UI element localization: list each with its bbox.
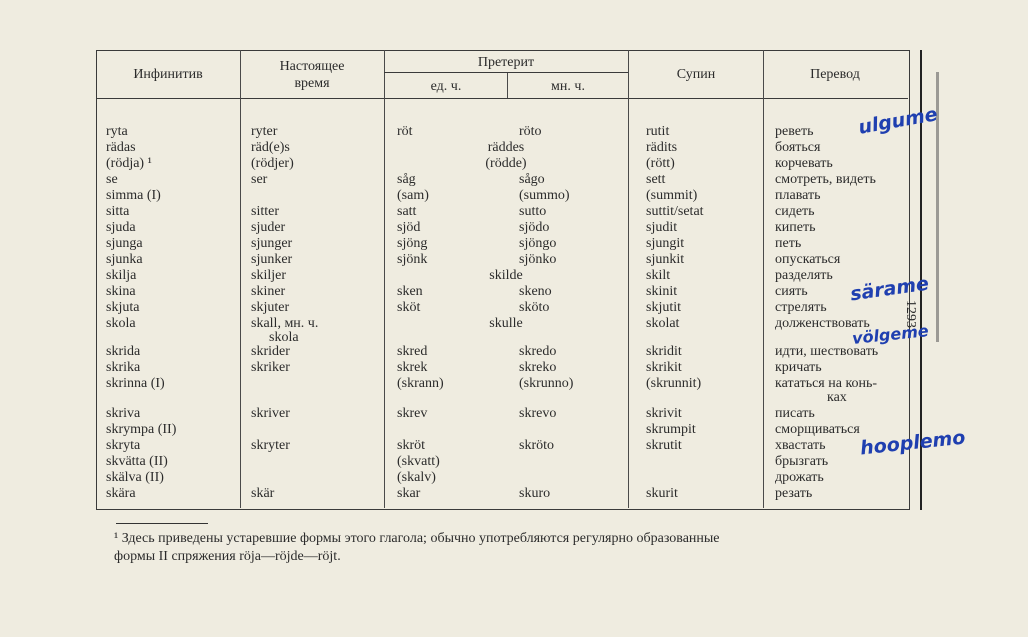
cell-preterite-singular: skrev [397,406,428,421]
cell-preterite-plural: (skrunno) [519,376,574,391]
cell-preterite-plural: skröto [519,438,554,453]
cell-present: skola [269,330,299,345]
cell-preterite-plural: sjönko [519,252,557,267]
cell-preterite-singular: röt [397,124,413,139]
cell-preterite-plural: skredo [519,344,557,359]
cell-preterite-singular: skrek [397,360,428,375]
cell-present: ryter [251,124,278,139]
cell-supine: sjungit [646,236,685,251]
column-divider [240,50,241,508]
footnote [114,530,914,566]
cell-translation: сидеть [775,204,815,219]
header-present-line1: Настоящее [279,59,345,74]
cell-present: skriker [251,360,290,375]
cell-translation: разделять [775,268,833,283]
header-infinitive: Инфинитив [133,67,203,82]
cell-present: sjuder [251,220,286,235]
cell-translation: кричать [775,360,822,375]
cell-supine: skrutit [646,438,682,453]
cell-translation: хвастать [775,438,826,453]
cell-supine: rädits [646,140,678,155]
cell-present: skiljer [251,268,286,283]
cell-present: sjunger [251,236,293,251]
cell-preterite-plural: skuro [519,486,551,501]
cell-supine: skrivit [646,406,682,421]
cell-infinitive: skära [106,486,136,501]
handwritten-note: ulgume [856,103,940,139]
cell-supine: skrikit [646,360,682,375]
handwritten-note: hooplemo [859,426,967,460]
cell-infinitive: sjunka [106,252,143,267]
cell-preterite-singular: skar [397,486,421,501]
cell-translation: сморщиваться [775,422,860,437]
cell-preterite-singular: satt [397,204,417,219]
cell-preterite-singular: sjönk [397,252,428,267]
cell-preterite-singular: (sam) [397,188,429,203]
cell-present: skrider [251,344,290,359]
cell-translation: долженствовать [775,316,870,331]
cell-infinitive: simma (I) [106,188,161,203]
cell-supine: (skrunnit) [646,376,702,391]
cell-preterite-singular: (skrann) [397,376,444,391]
cell-translation: брызгать [775,454,829,469]
cell-preterite-singular: sjöng [397,236,428,251]
handwritten-note: särame [848,272,931,306]
cell-translation: смотреть, видеть [775,172,876,187]
cell-supine: skjutit [646,300,682,315]
page-number: 1293 [903,300,918,328]
cell-infinitive: skrympa (II) [106,422,177,437]
cell-preterite-singular: sken [397,284,423,299]
cell-supine: skinit [646,284,678,299]
footnote-line-2: формы II спряжения röja—röjde—röjt. [114,549,341,564]
cell-preterite-plural: sutto [519,204,547,219]
cell-present: sitter [251,204,279,219]
cell-translation: бояться [775,140,821,155]
cell-infinitive: skrida [106,344,141,359]
cell-translation: корчевать [775,156,833,171]
cell-preterite-plural: (summo) [519,188,570,203]
header-translation: Перевод [810,67,860,82]
cell-present: skiner [251,284,286,299]
column-divider [628,50,629,508]
cell-preterite-plural: skrevo [519,406,557,421]
cell-supine: skrumpit [646,422,696,437]
cell-translation: плавать [775,188,821,203]
cell-infinitive: rädas [106,140,136,155]
cell-preterite-plural: sjöngo [519,236,557,251]
cell-preterite-singular: sjöd [397,220,421,235]
cell-present: skall, мн. ч. [251,316,319,331]
cell-infinitive: skälva (II) [106,470,164,485]
cell-preterite-plural: skreko [519,360,557,375]
cell-preterite: (rödde) [485,156,527,171]
cell-infinitive: ryta [106,124,128,139]
cell-preterite: skilde [489,268,523,283]
cell-translation: писать [775,406,815,421]
cell-translation: стрелять [775,300,827,315]
cell-infinitive: skola [106,316,136,331]
cell-infinitive: skvätta (II) [106,454,168,469]
cell-supine: skurit [646,486,678,501]
cell-infinitive: skrika [106,360,141,375]
cell-infinitive: se [106,172,118,187]
cell-supine: (summit) [646,188,698,203]
cell-preterite-singular: sköt [397,300,421,315]
cell-preterite-plural: sköto [519,300,550,315]
footnote-rule [116,523,208,524]
handwritten-note: völgeme [851,321,930,348]
cell-supine: sett [646,172,666,187]
cell-present: ser [251,172,268,187]
cell-infinitive: skjuta [106,300,140,315]
cell-present: skär [251,486,275,501]
cell-supine: skridit [646,344,682,359]
cell-preterite: räddes [487,140,525,155]
cell-present: skryter [251,438,290,453]
cell-preterite-plural: röto [519,124,542,139]
cell-present: (rödjer) [251,156,294,171]
cell-preterite-plural: skeno [519,284,552,299]
cell-translation: резать [775,486,813,501]
cell-supine: skilt [646,268,671,283]
cell-supine: suttit/setat [646,204,704,219]
cell-preterite-singular: skröt [397,438,425,453]
cell-present: skjuter [251,300,290,315]
cell-infinitive: skilja [106,268,137,283]
header-singular: ед. ч. [430,79,462,94]
footnote-line-1: ¹ Здесь приведены устаревшие формы этого глагола; обычно употребляются регулярно образованные [114,531,720,546]
cell-supine: rutit [646,124,670,139]
cell-infinitive: skina [106,284,136,299]
header-divider [96,98,908,99]
cell-present: sjunker [251,252,293,267]
cell-present: skriver [251,406,290,421]
cell-infinitive: sitta [106,204,130,219]
cell-translation: ках [827,390,847,405]
header-supine: Супин [676,67,716,82]
cell-infinitive: skriva [106,406,141,421]
cell-supine: skolat [646,316,680,331]
cell-preterite-singular: såg [397,172,416,187]
cell-translation: петь [775,236,802,251]
header-plural: мн. ч. [551,79,585,94]
cell-preterite-singular: (skvatt) [397,454,440,469]
cell-supine: (rött) [646,156,675,171]
cell-translation: идти, шествовать [775,344,879,359]
cell-translation: сиять [775,284,808,299]
cell-preterite-singular: skred [397,344,428,359]
cell-preterite: skulle [489,316,523,331]
header-preterite: Претерит [477,55,535,70]
preterite-divider [384,72,628,73]
header-present-line2: время [294,76,330,91]
cell-infinitive: (rödja) ¹ [106,156,152,171]
cell-present: räd(e)s [251,140,290,155]
cell-translation: дрожать [775,470,824,485]
cell-translation: реветь [775,124,814,139]
cell-infinitive: skrinna (I) [106,376,165,391]
cell-supine: sjudit [646,220,678,235]
cell-translation: кататься на конь- [775,376,878,391]
cell-preterite-plural: sågo [519,172,545,187]
cell-infinitive: sjuda [106,220,136,235]
cell-translation: кипеть [775,220,816,235]
cell-preterite-plural: sjödo [519,220,550,235]
cell-infinitive: sjunga [106,236,143,251]
cell-supine: sjunkit [646,252,685,267]
cell-infinitive: skryta [106,438,141,453]
cell-translation: опускаться [775,252,841,267]
column-divider [763,50,764,508]
cell-preterite-singular: (skalv) [397,470,436,485]
